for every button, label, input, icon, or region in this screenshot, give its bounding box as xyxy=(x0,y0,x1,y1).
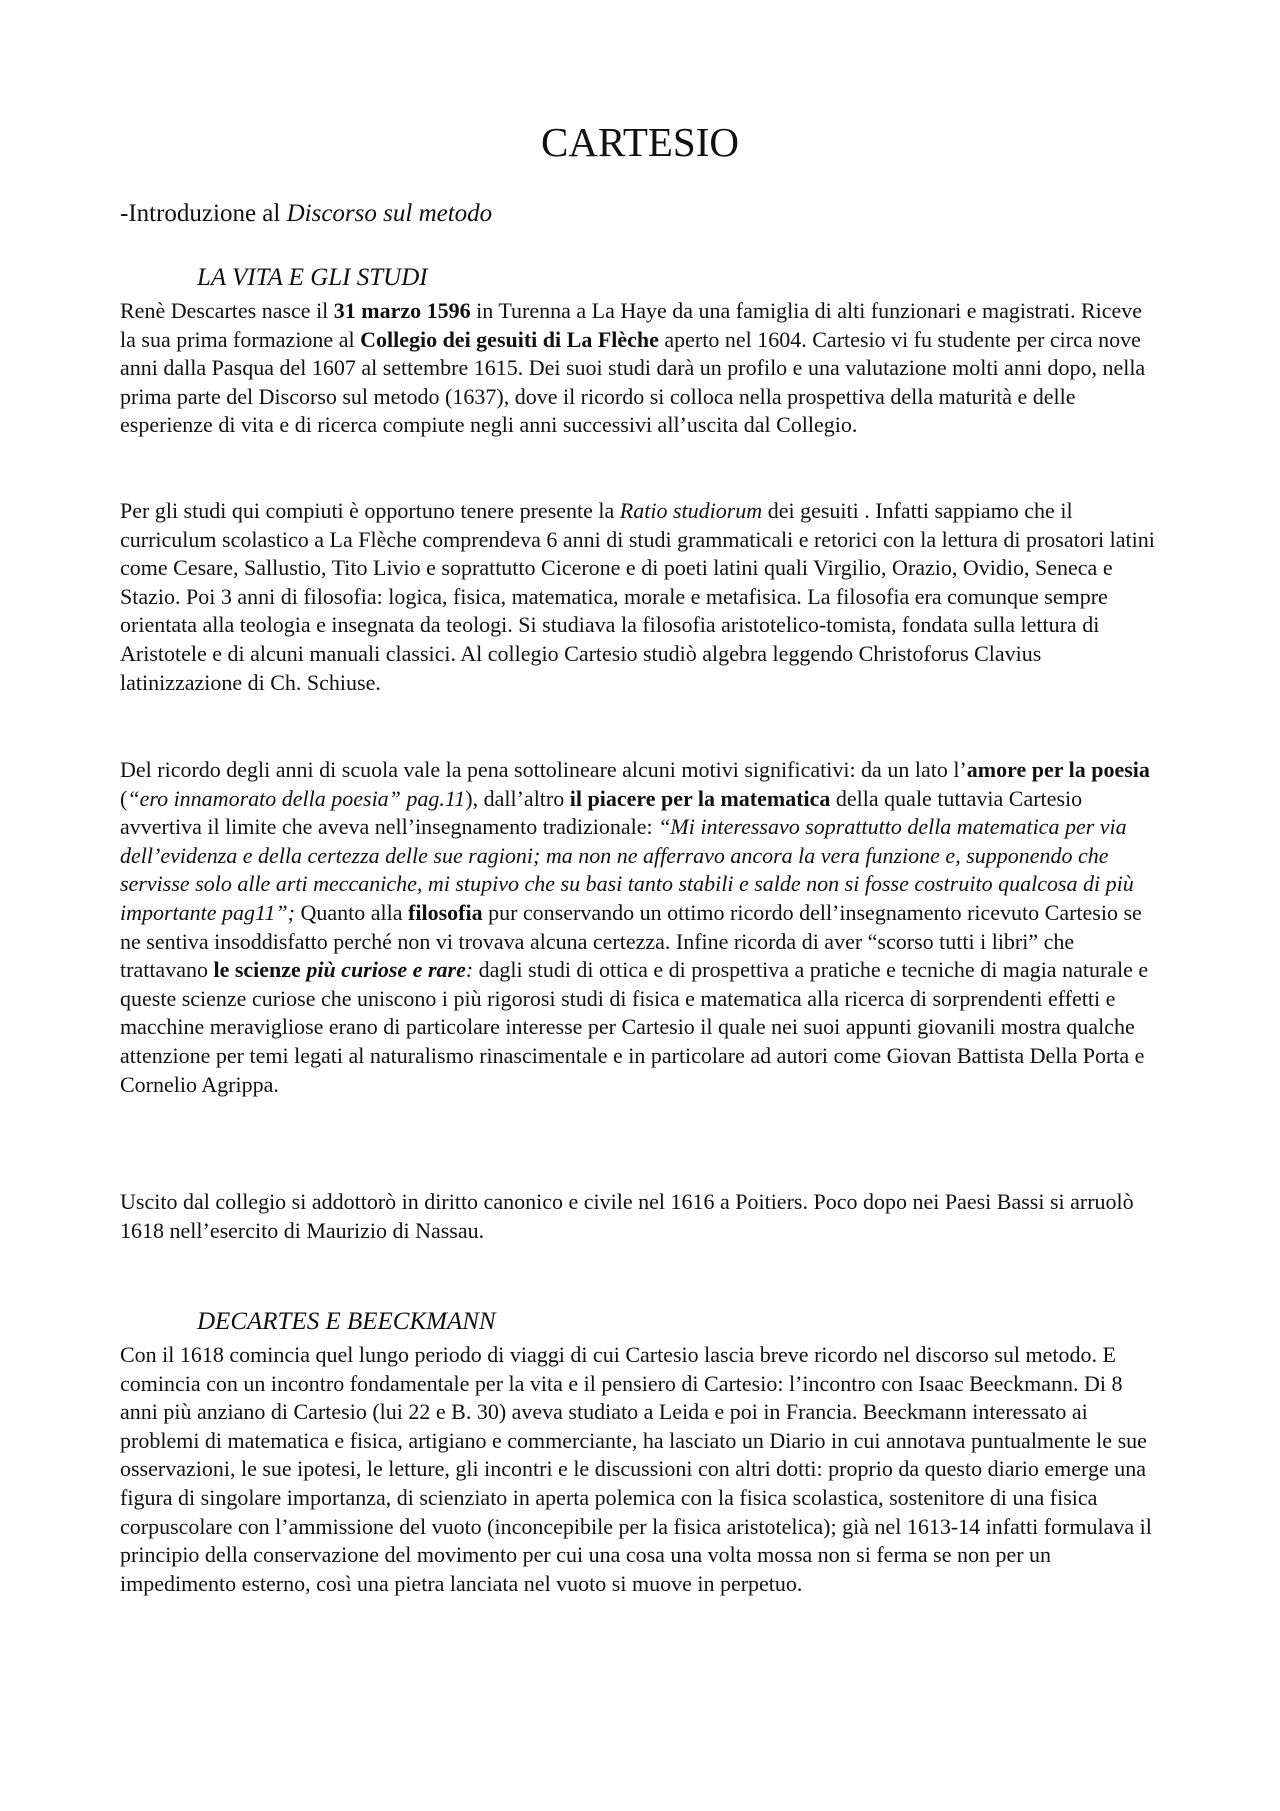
paragraph-beeckmann-1: Con il 1618 comincia quel lungo periodo di viaggi di cui Cartesio lascia breve ricordo nel discorso sul metodo. E comincia con un incontro fondamentale per la vita e il pensiero di Cartesio: l’incontro con Isaac Beeckmann. Di 8 anni più anziano di Cartesio (lui 22 e B. 30) aveva studiato a Leida e poi in Francia. Beeckmann interessato ai problemi di matematica e fisica, artigiano e commerciante, ha lasciato un Diario in cui annotava puntualmente le sue osservazioni, le sue ipotesi, le letture, gli incontri e le discussioni con altri dotti: proprio da questo diario emerge una figura di singolare importanza, di scienziato in aperta polemica con la fisica scolastica, sostenitore di una fisica corpuscolare con l’ammissione del vuoto (inconcepibile per la fisica aristotelica); già nel 1613-14 infatti formulava il principio della conservazione del movimento per cui una cosa una volta mossa non si ferma se non per un impedimento esterno, così una pietra lanciata nel vuoto si muove in perpetuo. xyxy=(120,1342,1152,1596)
section-heading-vita: LA VITA E GLI STUDI xyxy=(197,264,428,291)
paragraph-vita-1: Renè Descartes nasce il 31 marzo 1596 in Turenna a La Haye da una famiglia di alti funzionari e magistrati. Riceve la sua prima formazione al Collegio dei gesuiti di La Flèche aperto nel 1604. Cartesio vi fu studente per circa nove anni dalla Pasqua del 1607 al settembre 1615. Dei suoi studi darà un profilo e una valutazione molti anni dopo, nella prima parte del Discorso sul metodo (1637), dove il ricordo si colloca nella prospettiva della maturità e delle esperienze di vita e di ricerca compiute negli anni successivi all’uscita dal Collegio. xyxy=(120,298,1146,438)
paragraph-vita-3: Del ricordo degli anni di scuola vale la pena sottolineare alcuni motivi significativi: da un lato l’amore per la poesia (“ero innamorato della poesia” pag.11), dall’altro il piacere per la matematica della quale tuttavia Cartesio avvertiva il limite che aveva nell’insegnamento tradizionale: “Mi interessavo soprattutto della matematica per via dell’evidenza e della certezza delle sue ragioni; ma non ne afferravo ancora la vera funzione e, supponendo che servisse solo alle arti meccaniche, mi stupivo che su basi tanto stabili e salde non si fosse costruito qualcosa di più importante pag11”; Quanto alla filosofia pur conservando un ottimo ricordo dell’insegnamento ricevuto Cartesio se ne sentiva insoddisfatto perché non vi trovava alcuna certezza. Infine ricorda di aver “scorso tutti i libri” che trattavano le scienze più curiose e rare: dagli studi di ottica e di prospettiva a pratiche e tecniche di magia naturale e queste scienze curiose che uniscono i più rigorosi studi di fisica e matematica alla ricerca di sorprendenti effetti e macchine meravigliose erano di particolare interesse per Cartesio il quale nei suoi appunti giovanili mostra qualche attenzione per temi legati al naturalismo rinascimentale e in particolare ad autori come Giovan Battista Della Porta e Cornelio Agrippa. xyxy=(120,757,1150,1097)
paragraph-vita-2: Per gli studi qui compiuti è opportuno tenere presente la Ratio studiorum dei gesuiti . Infatti sappiamo che il curriculum scolastico a La Flèche comprendeva 6 anni di studi grammaticali e retorici con la lettura di prosatori latini come Cesare, Sallustio, Tito Livio e soprattutto Cicerone e di poeti latini quali Virgilio, Orazio, Ovidio, Seneca e Stazio. Poi 3 anni di filosofia: logica, fisica, matematica, morale e metafisica. La filosofia era comunque sempre orientata alla teologia e insegnata da teologi. Si studiava la filosofia aristotelico-tomista, fondata sulla lettura di Aristotele e di alcuni manuali classici. Al collegio Cartesio studiò algebra leggendo Christoforus Clavius latinizzazione di Ch. Schiuse. xyxy=(120,498,1155,695)
intro-prefix: -Introduzione al xyxy=(120,200,287,227)
section-heading-beeckmann: DECARTES E BEECKMANN xyxy=(197,1308,496,1335)
intro-book-title: Discorso sul metodo xyxy=(286,200,493,227)
intro-line xyxy=(120,198,492,230)
document-title: CARTESIO xyxy=(541,119,739,165)
paragraph-vita-4: Uscito dal collegio si addottorò in diritto canonico e civile nel 1616 a Poitiers. Poco dopo nei Paesi Bassi si arruolò 1618 nell’esercito di Maurizio di Nassau. xyxy=(120,1189,1134,1243)
